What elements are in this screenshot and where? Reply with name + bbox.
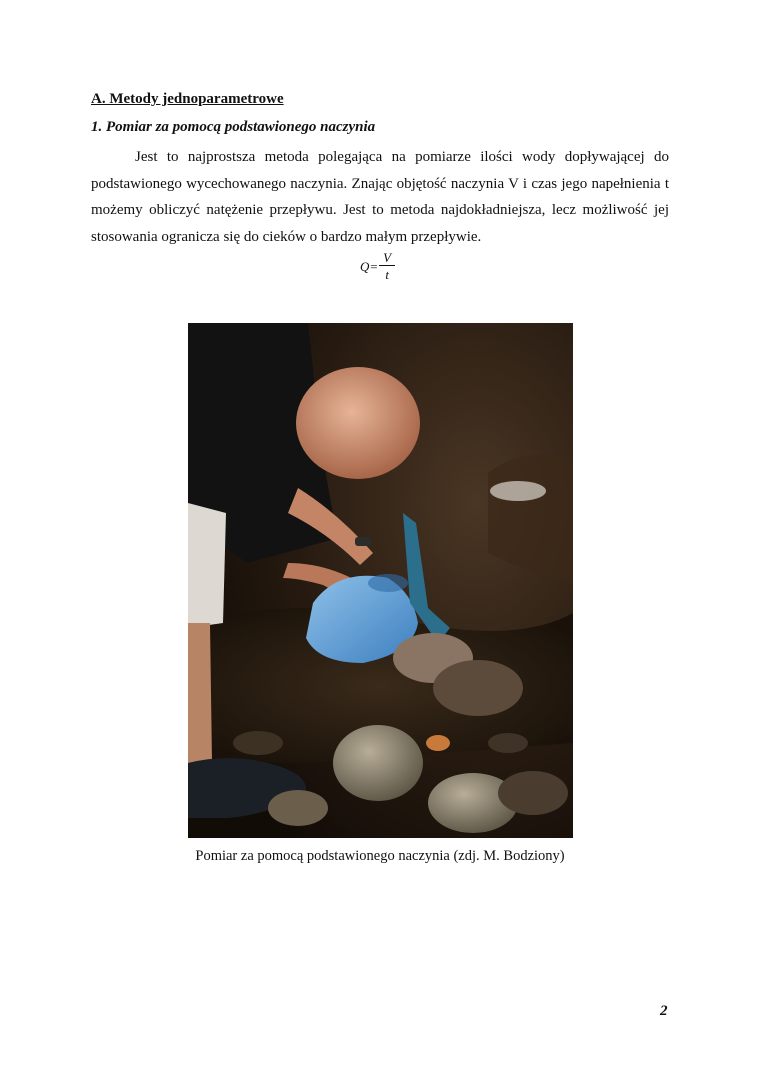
photo-illustration <box>188 323 573 838</box>
figure-photo <box>188 323 573 838</box>
page-number: 2 <box>660 1003 668 1019</box>
figure-caption: Pomiar za pomocą podstawionego naczynia (zdj. M. Bodziony) <box>195 848 565 864</box>
formula-lhs: Q <box>360 258 370 274</box>
formula-operator: = <box>369 258 379 274</box>
formula-denominator: t <box>385 267 389 282</box>
subsection-heading: 1. Pomiar za pomocą podstawionego naczynia <box>91 119 376 135</box>
section-heading: A. Metody jednoparametrowe <box>91 91 284 107</box>
formula-fraction <box>379 250 395 283</box>
formula-numerator: V <box>379 250 395 266</box>
flow-formula <box>360 250 395 283</box>
body-paragraph: Jest to najprostsza metoda polegająca na pomiarze ilości wody dopływającej do podstawionego wycechowanego naczynia. Znając objętość naczynia V i czas jego napełnienia t możemy obliczyć natężenie przepływu. Jest to metoda najdokładniejsza, lecz możliwość jej stosowania ogranicza się do cieków o bardzo małym przepływie. <box>91 149 669 245</box>
